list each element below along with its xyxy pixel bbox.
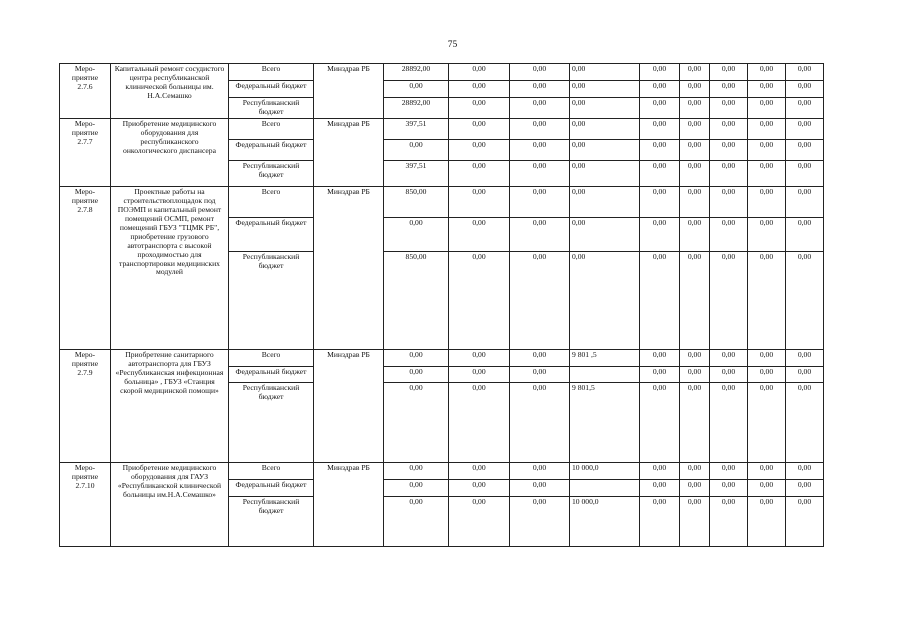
budget-value: 0,00 (680, 462, 710, 479)
budget-value: 0,00 (748, 118, 786, 139)
table-row (60, 462, 824, 479)
budget-value: 0,00 (570, 118, 640, 139)
budget-value: 0,00 (786, 349, 824, 366)
budget-value: 0,00 (748, 382, 786, 462)
budget-value: 0,00 (384, 217, 449, 251)
budget-value: 0,00 (640, 98, 680, 119)
budget-value (570, 366, 640, 382)
budget-value: 0,00 (384, 479, 449, 496)
activity-name: Приобретение медицинского оборудования для ГАУЗ «Республиканской клинической больницы им.Н.А.Семашко» (111, 462, 229, 546)
budget-value: 0,00 (510, 81, 570, 98)
budget-value: 0,00 (510, 479, 570, 496)
budget-value: 0,00 (570, 98, 640, 119)
budget-value: 0,00 (710, 139, 748, 160)
budget-value: 10 000,0 (570, 462, 640, 479)
budget-value: 0,00 (449, 98, 510, 119)
budget-value: 0,00 (748, 98, 786, 119)
budget-value: 0,00 (640, 479, 680, 496)
budget-value: 0,00 (640, 160, 680, 186)
budget-value: 28892,00 (384, 98, 449, 119)
budget-table (59, 63, 824, 547)
budget-value: 0,00 (640, 366, 680, 382)
budget-value: 0,00 (449, 118, 510, 139)
budget-value: 0,00 (640, 462, 680, 479)
budget-value: 0,00 (748, 217, 786, 251)
budget-value: 850,00 (384, 186, 449, 217)
funding-source: Всего (229, 64, 314, 81)
activity-name: Приобретение санитарного автотранспорта для ГБУЗ «Республиканская инфекционная больница» , ГБУЗ «Станция скорой медицинской помощи» (111, 349, 229, 462)
budget-value: 0,00 (680, 366, 710, 382)
funding-source: Республиканский бюджет (229, 382, 314, 462)
budget-value: 397,51 (384, 118, 449, 139)
budget-value: 0,00 (710, 462, 748, 479)
budget-value: 0,00 (449, 81, 510, 98)
budget-value: 0,00 (680, 139, 710, 160)
budget-value: 0,00 (710, 382, 748, 462)
budget-value: 9 801 ,5 (570, 349, 640, 366)
budget-value: 0,00 (384, 81, 449, 98)
budget-value: 0,00 (680, 64, 710, 81)
budget-value: 0,00 (510, 251, 570, 349)
table-row (60, 118, 824, 139)
budget-value: 0,00 (710, 186, 748, 217)
budget-value: 0,00 (680, 349, 710, 366)
activity-label-line: приятие (71, 127, 99, 137)
budget-value: 0,00 (640, 382, 680, 462)
budget-value: 0,00 (786, 160, 824, 186)
budget-value: 0,00 (449, 496, 510, 546)
activity-label-line: приятие (71, 471, 99, 481)
responsible-org: Минздрав РБ (314, 186, 384, 349)
activity-label-line: 2.7.10 (75, 480, 95, 490)
budget-value: 0,00 (680, 251, 710, 349)
activity-label-line: 2.7.7 (77, 136, 93, 146)
budget-value: 0,00 (640, 81, 680, 98)
budget-value: 0,00 (510, 366, 570, 382)
activity-label-line: Меро- (74, 118, 96, 128)
budget-value: 0,00 (680, 160, 710, 186)
funding-source: Республиканский бюджет (229, 98, 314, 119)
budget-value: 0,00 (384, 366, 449, 382)
activity-label (60, 462, 111, 546)
activity-label-line: 2.7.9 (77, 367, 93, 377)
activity-label-line: 2.7.8 (77, 204, 93, 214)
budget-value: 0,00 (710, 251, 748, 349)
budget-value: 0,00 (710, 118, 748, 139)
funding-source: Всего (229, 349, 314, 366)
budget-value: 0,00 (748, 479, 786, 496)
budget-value: 0,00 (640, 349, 680, 366)
budget-value: 0,00 (449, 251, 510, 349)
budget-value: 0,00 (748, 462, 786, 479)
budget-value: 0,00 (384, 382, 449, 462)
budget-value: 0,00 (449, 349, 510, 366)
budget-value: 0,00 (640, 118, 680, 139)
budget-value: 9 801,5 (570, 382, 640, 462)
table-row (60, 349, 824, 366)
budget-value: 0,00 (748, 251, 786, 349)
budget-value: 0,00 (640, 217, 680, 251)
budget-value: 0,00 (384, 496, 449, 546)
responsible-org: Минздрав РБ (314, 118, 384, 186)
activity-label-line: 2.7.6 (77, 81, 93, 91)
activity-label (60, 64, 111, 119)
budget-value: 0,00 (680, 98, 710, 119)
budget-value: 0,00 (710, 349, 748, 366)
page-number: 75 (447, 40, 458, 50)
activity-name: Приобретение медицинского оборудования для республиканского онкологического диспансера (111, 118, 229, 186)
budget-value: 0,00 (384, 462, 449, 479)
budget-value: 0,00 (449, 139, 510, 160)
budget-value: 0,00 (449, 64, 510, 81)
budget-value: 0,00 (680, 479, 710, 496)
budget-value: 0,00 (570, 217, 640, 251)
funding-source: Федеральный бюджет (229, 366, 314, 382)
activity-label-line: приятие (71, 195, 99, 205)
budget-value: 0,00 (449, 186, 510, 217)
budget-value: 0,00 (640, 186, 680, 217)
funding-source: Республиканский бюджет (229, 496, 314, 546)
budget-value: 0,00 (510, 496, 570, 546)
funding-source: Федеральный бюджет (229, 139, 314, 160)
budget-value: 0,00 (710, 160, 748, 186)
budget-value: 0,00 (748, 349, 786, 366)
table-row (60, 64, 824, 81)
funding-source: Федеральный бюджет (229, 479, 314, 496)
budget-value: 0,00 (510, 139, 570, 160)
budget-value: 0,00 (449, 479, 510, 496)
activity-label (60, 186, 111, 349)
budget-value: 0,00 (710, 366, 748, 382)
budget-value: 0,00 (680, 118, 710, 139)
activity-label-line: Меро- (74, 462, 96, 472)
responsible-org: Минздрав РБ (314, 64, 384, 119)
activity-name: Проектные работы на строительствоплощадок под ПОЭМП и капитальный ремонт помещений ОСМП, ремонт помещений ГБУЗ "ТЦМК РБ", приобретение грузового автотранспорта с высокой проходимостью для транспортировки медицинских модулей (111, 186, 229, 349)
budget-value: 0,00 (710, 81, 748, 98)
budget-value: 0,00 (510, 382, 570, 462)
budget-value: 0,00 (510, 186, 570, 217)
budget-value: 0,00 (748, 496, 786, 546)
budget-value: 0,00 (384, 349, 449, 366)
budget-value: 0,00 (680, 217, 710, 251)
budget-value: 0,00 (680, 382, 710, 462)
budget-value: 0,00 (510, 118, 570, 139)
budget-value: 0,00 (786, 118, 824, 139)
budget-value: 0,00 (748, 186, 786, 217)
funding-source: Республиканский бюджет (229, 160, 314, 186)
funding-source: Федеральный бюджет (229, 81, 314, 98)
budget-value: 0,00 (570, 81, 640, 98)
budget-value: 0,00 (570, 139, 640, 160)
budget-value: 0,00 (640, 496, 680, 546)
budget-value: 0,00 (570, 186, 640, 217)
budget-value: 0,00 (748, 139, 786, 160)
activity-name: Капитальный ремонт сосудистого центра республиканской клинической больницы им. Н.А.Семашко (111, 64, 229, 119)
budget-value: 28892,00 (384, 64, 449, 81)
funding-source: Федеральный бюджет (229, 217, 314, 251)
budget-value: 0,00 (449, 462, 510, 479)
budget-value: 0,00 (640, 139, 680, 160)
budget-value: 0,00 (510, 64, 570, 81)
budget-value: 0,00 (748, 366, 786, 382)
activity-label-line: приятие (71, 72, 99, 82)
budget-value: 0,00 (786, 251, 824, 349)
funding-source: Всего (229, 462, 314, 479)
budget-value: 0,00 (786, 217, 824, 251)
funding-source: Республиканский бюджет (229, 251, 314, 349)
budget-value: 0,00 (748, 64, 786, 81)
budget-value: 0,00 (449, 366, 510, 382)
budget-value: 0,00 (510, 98, 570, 119)
budget-value: 0,00 (510, 160, 570, 186)
budget-value: 0,00 (710, 64, 748, 81)
budget-value: 0,00 (510, 462, 570, 479)
budget-value: 0,00 (786, 98, 824, 119)
activity-label-line: Меро- (74, 64, 96, 73)
funding-source: Всего (229, 118, 314, 139)
budget-value: 0,00 (786, 139, 824, 160)
budget-value: 0,00 (640, 64, 680, 81)
budget-value: 0,00 (384, 139, 449, 160)
budget-value: 10 000,0 (570, 496, 640, 546)
activity-label-line: Меро- (74, 349, 96, 359)
budget-value: 0,00 (748, 81, 786, 98)
budget-value: 0,00 (570, 64, 640, 81)
activity-label-line: приятие (71, 358, 99, 368)
budget-value: 0,00 (710, 98, 748, 119)
budget-value: 0,00 (449, 382, 510, 462)
budget-value: 0,00 (786, 64, 824, 81)
budget-value: 0,00 (786, 366, 824, 382)
budget-value: 0,00 (710, 479, 748, 496)
table-row (60, 186, 824, 217)
activity-label (60, 118, 111, 186)
budget-value: 0,00 (510, 217, 570, 251)
budget-value: 0,00 (786, 479, 824, 496)
budget-value: 0,00 (449, 160, 510, 186)
budget-value: 0,00 (449, 217, 510, 251)
budget-value: 0,00 (786, 382, 824, 462)
budget-value (570, 479, 640, 496)
budget-value: 397,51 (384, 160, 449, 186)
activity-label (60, 349, 111, 462)
responsible-org: Минздрав РБ (314, 349, 384, 462)
budget-value: 0,00 (680, 496, 710, 546)
budget-value: 0,00 (570, 160, 640, 186)
budget-value: 0,00 (710, 217, 748, 251)
budget-value: 0,00 (748, 160, 786, 186)
funding-source: Всего (229, 186, 314, 217)
budget-value: 0,00 (710, 496, 748, 546)
budget-value: 0,00 (786, 462, 824, 479)
activity-label-line: Меро- (74, 186, 96, 196)
budget-value: 0,00 (680, 81, 710, 98)
budget-value: 0,00 (640, 251, 680, 349)
budget-value: 0,00 (786, 81, 824, 98)
budget-value: 0,00 (510, 349, 570, 366)
budget-value: 0,00 (680, 186, 710, 217)
budget-value: 850,00 (384, 251, 449, 349)
budget-value: 0,00 (570, 251, 640, 349)
budget-value: 0,00 (786, 496, 824, 546)
responsible-org: Минздрав РБ (314, 462, 384, 546)
budget-value: 0,00 (786, 186, 824, 217)
